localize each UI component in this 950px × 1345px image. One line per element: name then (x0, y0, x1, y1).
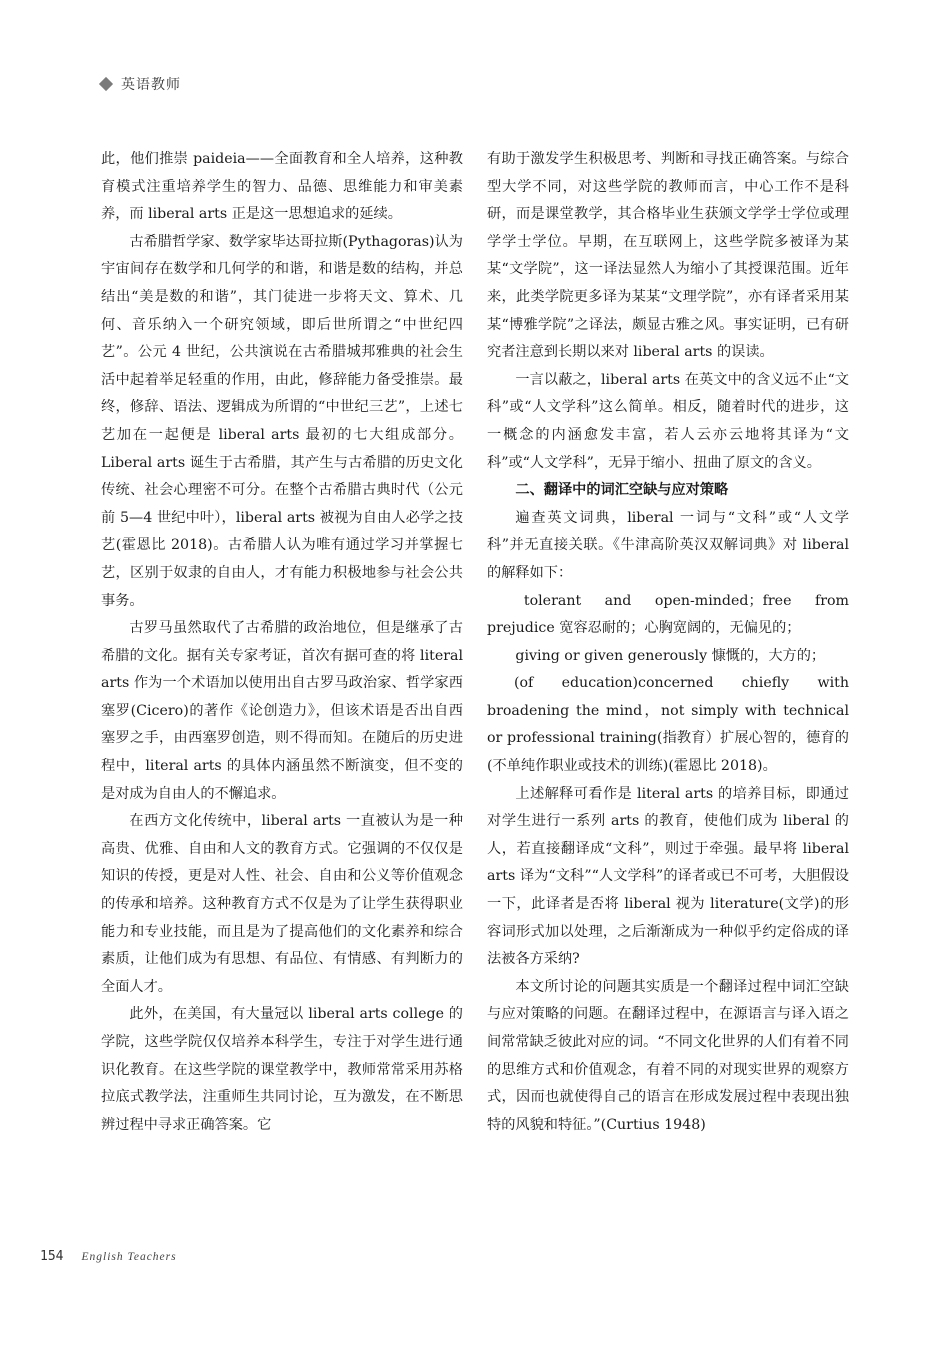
journal-header-title: 英语教师 (121, 77, 181, 93)
left-column (101, 146, 463, 1139)
paragraph-left-5: 此外，在美国，有大量冠以 liberal arts college 的学院，这些学院仅仅培养本科学生，专注于对学生进行通识化教育。在这些学院的课堂教学中，教师常常采用苏格拉底式教学法，注重师生共同讨论，互为激发，在不断思辨过程中寻求正确答案。它 (101, 1006, 463, 1133)
diamond-icon (99, 77, 113, 91)
paragraph-left-2: 古希腊哲学家、数学家毕达哥拉斯(Pythagoras)认为宇宙间存在数学和几何学的和谐，和谐是数的结构，并总结出“美是数的和谐”，其门徒进一步将天文、算术、几何、音乐纳入一个研究领域，即后世所谓之“中世纪四艺”。公元 4 世纪，公共演说在古希腊城邦雅典的社会生活中起着举足轻重的作用，由此，修辞能力备受推崇。最终，修辞、语法、逻辑成为所谓的“中世纪三艺”，上述七艺加在一起便是 liberal arts 最初的七大组成部分。Liberal arts 诞生于古希腊，其产生与古希腊的历史文化传统、社会心理密不可分。在整个古希腊古典时代（公元前 5—4 世纪中叶），liberal arts 被视为自由人必学之技艺(霍恩比 2018)。古希腊人认为唯有通过学习并掌握七艺，区别于奴隶的自由人，才有能力积极地参与社会公共事务。 (101, 233, 463, 609)
definition-2: giving or given generously 慷慨的，大方的； (515, 647, 826, 664)
paragraph-right-3: 遍查英文词典，liberal 一词与“文科”或“人文学科”并无直接关联。《牛津高阶英汉双解词典》对 liberal 的解释如下： (487, 509, 849, 581)
page-number: 154 (40, 1249, 64, 1264)
paragraph-right-4: 上述解释可看作是 literal arts 的培养目标，即通过对学生进行一系列 arts 的教育，使他们成为 liberal 的人，若直接翻译成“文科”，则过于牵强。最早将 liberal arts 译为“文科”“人文学科”的译者或已不可考，大胆假设一下，此译者是否将 liberal 视为 literature(文学)的形容词形式加以处理，之后渐渐成为一种似乎约定俗成的译法被各方采纳? (487, 785, 849, 968)
definition-1: tolerant and open-minded；free from prejudice 宽容忍耐的；心胸宽阔的，无偏见的； (487, 592, 849, 637)
paragraph-left-3: 古罗马虽然取代了古希腊的政治地位，但是继承了古希腊的文化。据有关专家考证，首次有据可查的将 literal arts 作为一个术语加以使用出自古罗马政治家、哲学家西塞罗(Cicero)的著作《论创造力》，但该术语是否出自西塞罗之手，由西塞罗创造，则不得而知。在随后的历史进程中，literal arts 的具体内涵虽然不断演变，但不变的是对成为自由人的不懈追求。 (101, 620, 463, 802)
paragraph-right-2: 一言以蔽之，liberal arts 在英文中的含义远不止“文科”或“人文学科”这么简单。相反，随着时代的进步，这一概念的内涵愈发丰富，若人云亦云地将其译为“文科”或“人文学科”，无异于缩小、扭曲了原文的含义。 (487, 371, 849, 471)
paragraph-right-5: 本文所讨论的问题其实质是一个翻译过程中词汇空缺与应对策略的问题。在翻译过程中，在源语言与译入语之间常常缺乏彼此对应的词。“不同文化世界的人们有着不同的思维方式和价值观念，有着不同的对现实世界的观察方式，因而也就使得自己的语言在形成发展过程中表现出独特的风貌和特征。”(Curtius 1948) (487, 978, 849, 1133)
page-footer (40, 1249, 177, 1264)
definition-3: (of education)concerned chiefly with broadening the mind，not simply with technical or professional training(指教育）扩展心智的，德育的(不单纯作职业或技术的训练)(霍恩比 2018)。 (487, 675, 849, 775)
running-header (101, 74, 181, 94)
paragraph-left-4: 在西方文化传统中，liberal arts 一直被认为是一种高贵、优雅、自由和人文的教育方式。它强调的不仅仅是知识的传授，更是对人性、社会、自由和公义等价值观念的传承和培养。这种教育方式不仅是为了让学生获得职业能力和专业技能，而且是为了提高他们的文化素养和综合素质，让他们成为有思想、有品位、有情感、有判断力的全面人才。 (101, 813, 463, 995)
journal-name: English Teachers (81, 1251, 177, 1263)
section-heading: 二、翻译中的词汇空缺与应对策略 (515, 482, 729, 499)
paragraph-right-1: 有助于激发学生积极思考、判断和寻找正确答案。与综合型大学不同，对这些学院的教师而言，中心工作不是科研，而是课堂教学，其合格毕业生获颁文学学士学位或理学学士学位。早期，在互联网上，这些学院多被译为某某“文学院”，这一译法显然人为缩小了其授课范围。近年来，此类学院更多译为某某“文理学院”，亦有译者采用某某“博雅学院”之译法，颇显古雅之风。事实证明，已有研究者注意到长期以来对 liberal arts 的误读。 (487, 151, 849, 361)
paragraph-left-1: 此，他们推崇 paideia——全面教育和全人培养，这种教育模式注重培养学生的智力、品德、思维能力和审美素养，而 liberal arts 正是这一思想追求的延续。 (101, 151, 463, 223)
right-column (487, 146, 849, 1139)
